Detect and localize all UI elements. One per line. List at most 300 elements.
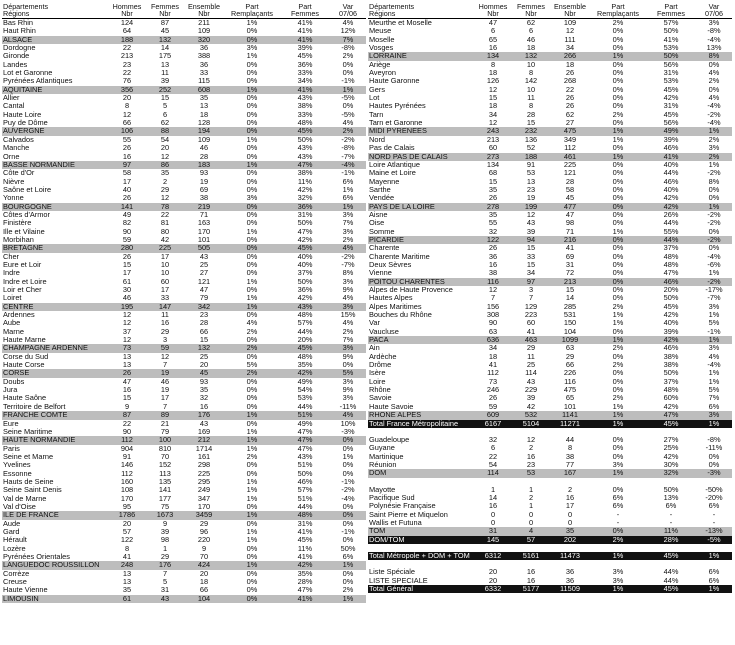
cell-part-remplacants: 3% [246, 44, 258, 53]
cell-name: Total Général [368, 585, 474, 593]
cell-part-remplacants: 0% [612, 286, 624, 294]
cell-variation: 0% [708, 452, 720, 461]
cell-hommes: 46 [122, 294, 132, 303]
cell-name: Eure [3, 419, 19, 428]
cell-ensemble: 15 [565, 286, 575, 294]
cell-variation: 1% [696, 203, 732, 211]
cell-variation: 1% [342, 185, 354, 194]
cell-hommes: 26 [488, 394, 498, 403]
cell-ensemble: 225 [197, 469, 211, 478]
cell-part-remplacants: 6% [612, 493, 624, 502]
cell-ensemble: 213 [550, 278, 590, 286]
cell-part-remplacants: 0% [246, 119, 258, 128]
department-row [2, 253, 366, 261]
cell-variation: 3% [708, 18, 720, 27]
cell-hommes: 0 [490, 518, 496, 527]
cell-femmes: 22 [160, 210, 170, 219]
cell-ensemble: 121 [197, 277, 211, 286]
cell-femmes: 11 [161, 311, 169, 320]
column-header-name [2, 2, 108, 19]
cell-hommes: 26 [122, 252, 132, 261]
cell-femmes: 223 [524, 311, 538, 320]
cell-name: Marne [3, 327, 24, 336]
cell-name: Sarthe [369, 185, 391, 194]
cell-name: RHONE ALPES [368, 411, 474, 419]
cell-part-femmes: 42% [297, 185, 313, 194]
cell-ensemble: 36 [199, 44, 209, 53]
cell-hommes: 108 [120, 486, 134, 495]
cell-femmes: 28 [526, 110, 536, 119]
cell-part-remplacants: 0% [612, 194, 624, 203]
cell-femmes: 199 [512, 203, 550, 211]
column-header-part-femmes [280, 2, 330, 19]
cell-hommes: 12 [122, 319, 132, 328]
cell-name: LORRAINE [368, 52, 474, 60]
cell-femmes: 33 [526, 252, 536, 261]
cell-ensemble: 18 [199, 578, 209, 587]
cell-variation: 0% [708, 244, 720, 253]
cell-ensemble: 268 [563, 77, 577, 86]
cell-femmes: 25 [526, 361, 536, 370]
cell-part-femmes: 48% [297, 119, 313, 128]
header-line: Nbr [159, 9, 171, 19]
cell-femmes: 16 [526, 568, 536, 577]
cell-hommes: 32 [488, 435, 498, 444]
cell-ensemble: 20 [199, 361, 209, 370]
cell-variation: 3% [696, 411, 732, 419]
department-row [368, 136, 732, 144]
cell-femmes: 10 [160, 260, 170, 269]
cell-part-remplacants: 3% [246, 194, 258, 203]
cell-part-remplacants: 1% [246, 135, 258, 144]
cell-hommes: 34 [488, 110, 498, 119]
cell-name: ALSACE [2, 36, 108, 44]
cell-ensemble: 128 [197, 119, 211, 128]
cell-part-femmes: 36% [297, 60, 313, 69]
cell-variation: -13% [696, 527, 732, 535]
cell-femmes: 7 [162, 361, 168, 370]
cell-femmes: 141 [158, 486, 172, 495]
cell-femmes: 39 [526, 394, 536, 403]
cell-part-remplacants: 1% [612, 311, 624, 320]
cell-name: DOM/TOM [368, 536, 474, 544]
cell-ensemble: 150 [563, 319, 577, 328]
cell-hommes: 47 [488, 18, 498, 27]
cell-variation: -8% [341, 144, 355, 153]
department-row [368, 386, 732, 394]
cell-part-femmes: 43% [297, 94, 313, 103]
cell-hommes: 170 [120, 494, 134, 503]
cell-hommes: 13 [122, 352, 132, 361]
spacer-row [368, 478, 732, 486]
cell-femmes: 60 [160, 277, 170, 286]
cell-part-remplacants: - [616, 510, 620, 519]
cell-femmes: 19 [146, 369, 184, 377]
cell-ensemble: 9 [201, 544, 207, 553]
cell-part-femmes: 49% [297, 377, 313, 386]
cell-ensemble: 22 [565, 85, 575, 94]
cell-hommes [474, 428, 512, 436]
cell-hommes: 82 [122, 219, 132, 228]
cell-ensemble: 69 [565, 252, 575, 261]
cell-part-femmes: 47% [663, 269, 679, 278]
cell-part-remplacants: 0% [246, 152, 258, 161]
cell-femmes: 132 [146, 36, 184, 44]
region-total-row [368, 336, 732, 344]
department-row [2, 119, 366, 127]
cell-ensemble: 170 [197, 502, 211, 511]
cell-hommes: 68 [488, 169, 498, 178]
cell-hommes: 59 [122, 235, 132, 244]
cell-variation: 1% [342, 452, 354, 461]
cell-femmes: 62 [526, 18, 536, 27]
cell-part-remplacants: 0% [612, 102, 624, 111]
region-total-row [2, 511, 366, 519]
cell-femmes: 1 [528, 485, 534, 494]
cell-part-remplacants: 0% [246, 286, 258, 294]
cell-femmes: 88 [146, 127, 184, 135]
cell-variation: 1% [330, 595, 366, 603]
cell-hommes: 9 [124, 402, 130, 411]
cell-ensemble: 505 [184, 244, 224, 252]
cell-part-remplacants: 4% [246, 319, 258, 328]
cell-name: Maine et Loire [369, 169, 416, 178]
cell-femmes: 9 [162, 519, 168, 528]
cell-variation: 1% [330, 561, 366, 569]
cell-hommes: 30 [122, 286, 132, 294]
cell-hommes: 20 [122, 519, 132, 528]
cell-part-femmes: 32% [297, 194, 313, 203]
cell-name: Tarn et Garonne [369, 119, 423, 128]
cell-hommes: 112 [108, 436, 146, 444]
cell-part-femmes: 45% [280, 244, 330, 252]
cell-variation: 6% [708, 402, 720, 411]
cell-ensemble: 28 [565, 177, 575, 186]
cell-variation: 10% [340, 419, 356, 428]
cell-variation: 3% [342, 377, 354, 386]
cell-name: Val d'Oise [3, 502, 36, 511]
department-row [368, 511, 732, 519]
cell-variation: 4% [342, 119, 354, 128]
cell-name: Nièvre [3, 177, 25, 186]
cell-femmes: 252 [146, 86, 184, 94]
cell-part-remplacants: 0% [246, 352, 258, 361]
department-row [2, 386, 366, 394]
cell-name: PAYS DE LA LOIRE [368, 203, 474, 211]
cell-hommes: 278 [474, 203, 512, 211]
cell-ensemble: 20 [199, 569, 209, 578]
cell-part-remplacants: 0% [246, 144, 258, 153]
cell-part-remplacants: 0% [612, 219, 624, 228]
cell-name: Doubs [3, 377, 25, 386]
cell-name: Paris [3, 444, 20, 453]
cell-name: Pyrénées Atlantiques [3, 77, 73, 86]
cell-name: Val de Marne [3, 494, 47, 503]
column-header-hommes [108, 2, 146, 19]
cell-ensemble: 69 [199, 185, 209, 194]
cell-ensemble: 25 [199, 260, 209, 269]
cell-name: Bouches du Rhône [369, 311, 432, 320]
cell-part-femmes: 53% [663, 77, 679, 86]
cell-part-femmes: 20% [297, 336, 313, 345]
cell-part-femmes: 27% [663, 435, 679, 444]
cell-ensemble: 29 [199, 519, 209, 528]
cell-femmes: 80 [160, 227, 170, 236]
region-total-row [368, 527, 732, 535]
region-total-row [368, 278, 732, 286]
region-total-row [2, 86, 366, 94]
cell-part-femmes: 47% [297, 427, 313, 436]
cell-name: Guadeloupe [369, 435, 410, 444]
department-row [368, 436, 732, 444]
cell-hommes: 47 [122, 377, 132, 386]
department-row [2, 236, 366, 244]
region-total-row [2, 595, 366, 603]
cell-femmes: 5 [162, 578, 168, 587]
cell-ensemble: 475 [563, 386, 577, 395]
department-row [368, 219, 732, 227]
cell-part-femmes: 41% [280, 595, 330, 603]
cell-femmes: 70 [160, 452, 170, 461]
cell-name: Martinique [369, 452, 404, 461]
cell-hommes: 15 [122, 394, 132, 403]
grand-total-row [368, 536, 732, 544]
cell-name [368, 544, 474, 552]
cell-name: Haute Saône [3, 394, 47, 403]
header-line: Femmes [151, 1, 179, 11]
cell-part-remplacants: 0% [246, 102, 258, 111]
cell-part-femmes: 50% [297, 277, 313, 286]
cell-part-remplacants: 0% [590, 236, 646, 244]
cell-part-femmes: 36% [297, 286, 313, 294]
cell-ensemble: 13 [199, 102, 209, 111]
cell-ensemble: 26 [565, 69, 575, 78]
cell-part-remplacants: 0% [612, 119, 624, 128]
department-row [2, 586, 366, 594]
cell-variation: 0% [342, 102, 354, 111]
cell-femmes: 13 [526, 177, 536, 186]
cell-variation: -3% [696, 469, 732, 477]
cell-femmes: 176 [146, 561, 184, 569]
cell-name: Indre et Loire [3, 277, 47, 286]
cell-part-remplacants: 1% [590, 153, 646, 161]
cell-part-remplacants: 0% [246, 586, 258, 595]
cell-hommes: 38 [488, 269, 498, 278]
header-line: Ensemble [554, 1, 586, 11]
cell-name: Jura [3, 386, 18, 395]
cell-part-remplacants: 1% [224, 436, 280, 444]
cell-part-remplacants: 1% [590, 420, 646, 428]
cell-part-femmes: 42% [663, 311, 679, 320]
cell-variation [696, 560, 732, 568]
cell-name: Haut Rhin [3, 27, 36, 36]
cell-part-remplacants: 0% [246, 169, 258, 178]
department-row [2, 219, 366, 227]
cell-variation: 50% [340, 544, 356, 553]
cell-ensemble: 109 [197, 27, 211, 36]
cell-variation: 7% [342, 336, 354, 345]
cell-name: Rhône [369, 386, 391, 395]
cell-hommes: 146 [120, 461, 134, 470]
cell-variation: 0% [342, 569, 354, 578]
cell-variation: -1% [341, 527, 355, 536]
cell-name: Gers [369, 85, 386, 94]
cell-part-femmes: - [669, 518, 673, 527]
department-row [2, 336, 366, 344]
department-row [368, 577, 732, 585]
department-row [2, 278, 366, 286]
cell-ensemble: 1714 [195, 444, 213, 453]
department-row [368, 502, 732, 510]
region-total-row [368, 411, 732, 419]
cell-ensemble [550, 428, 590, 436]
department-row [2, 27, 366, 35]
cell-variation: 6% [342, 177, 354, 186]
cell-part-femmes: 41% [297, 527, 313, 536]
cell-ensemble: 194 [184, 127, 224, 135]
cell-part-femmes: 48% [663, 386, 679, 395]
cell-name: POITOU CHARENTES [368, 278, 474, 286]
cell-femmes: 12 [526, 435, 536, 444]
cell-part-remplacants: 0% [612, 369, 624, 378]
cell-femmes: 8 [528, 69, 534, 78]
column-header-ensemble [184, 2, 224, 19]
cell-ensemble: 23 [199, 311, 209, 320]
cell-part-remplacants: 0% [246, 336, 258, 345]
cell-part-remplacants: 2% [612, 302, 624, 311]
column-header-variation [696, 2, 732, 19]
header-line: 07/06 [339, 9, 357, 19]
cell-femmes: 42 [526, 402, 536, 411]
cell-variation: 9% [342, 352, 354, 361]
department-row [368, 36, 732, 44]
cell-hommes: 112 [121, 469, 133, 478]
cell-femmes: 10 [526, 85, 536, 94]
cell-femmes: 39 [526, 227, 536, 236]
cell-hommes: 26 [108, 369, 146, 377]
header-line: Remplaçants [231, 9, 273, 19]
cell-variation: -2% [707, 110, 721, 119]
cell-hommes: 12 [122, 110, 132, 119]
cell-hommes: 17 [122, 177, 132, 186]
cell-hommes: 116 [474, 278, 512, 286]
cell-part-femmes: 60% [663, 394, 679, 403]
cell-femmes: 29 [526, 344, 536, 353]
cell-part-femmes: 50% [663, 485, 679, 494]
cell-part-femmes: 39% [663, 135, 679, 144]
cell-femmes: 17 [160, 286, 170, 294]
cell-ensemble: 212 [184, 436, 224, 444]
cell-part-remplacants: 2% [612, 361, 624, 370]
cell-femmes: 810 [158, 444, 172, 453]
cell-variation: 0% [342, 69, 354, 78]
cell-name: DOM [368, 469, 474, 477]
header-line: Femmes [517, 1, 545, 11]
cell-femmes: 7 [162, 569, 168, 578]
cell-ensemble: 36 [199, 60, 209, 69]
cell-part-femmes: 47% [297, 586, 313, 595]
department-row [368, 353, 732, 361]
cell-ensemble: 3459 [184, 511, 224, 519]
cell-part-femmes: 56% [663, 119, 679, 128]
department-row [2, 178, 366, 186]
cell-name: Total France Métropolitaine [368, 420, 474, 428]
cell-name: Cantal [3, 102, 25, 111]
cell-part-remplacants: 1% [612, 227, 624, 236]
cell-hommes: 73 [488, 377, 498, 386]
cell-hommes: 112 [487, 369, 499, 378]
cell-name: Oise [369, 219, 385, 228]
cell-part-remplacants: 3% [612, 568, 624, 577]
cell-ensemble: 388 [197, 52, 211, 61]
cell-name: Vaucluse [369, 327, 399, 336]
cell-ensemble: 27 [199, 269, 209, 278]
cell-ensemble: 112 [564, 144, 576, 153]
cell-femmes: 94 [512, 236, 550, 244]
cell-femmes: 31 [160, 586, 170, 595]
cell-name: Tarn [369, 110, 384, 119]
cell-femmes: 29 [160, 327, 170, 336]
cell-ensemble: 47 [565, 210, 575, 219]
cell-ensemble: 111 [564, 35, 576, 44]
cell-hommes: 26 [488, 244, 498, 253]
cell-femmes: 5161 [512, 552, 550, 560]
cell-variation: 0% [708, 227, 720, 236]
cell-part-femmes: 44% [663, 576, 679, 585]
cell-femmes: 13 [160, 60, 170, 69]
header-line: Nbr [198, 9, 210, 19]
department-row [368, 344, 732, 352]
cell-femmes: 8 [528, 102, 534, 111]
cell-part-remplacants: 1% [612, 135, 624, 144]
cell-variation: 5% [708, 386, 720, 395]
cell-part-remplacants: 0% [246, 519, 258, 528]
cell-part-remplacants: 0% [246, 569, 258, 578]
cell-name: Gard [3, 527, 20, 536]
cell-part-femmes: 44% [663, 568, 679, 577]
cell-variation: -50% [705, 485, 723, 494]
cell-part-remplacants: 0% [246, 377, 258, 386]
cell-hommes: 6 [490, 444, 496, 453]
cell-variation: 4% [342, 294, 354, 303]
department-row [368, 169, 732, 177]
cell-femmes: 229 [524, 386, 538, 395]
department-row [2, 495, 366, 503]
cell-part-femmes: 31% [297, 519, 313, 528]
department-row [368, 444, 732, 452]
cell-femmes: 53 [512, 469, 550, 477]
cell-part-femmes: 31% [663, 102, 679, 111]
cell-ensemble: 295 [197, 477, 211, 486]
department-row [2, 19, 366, 28]
cell-hommes: 22 [488, 452, 498, 461]
cell-hommes: 13 [122, 361, 132, 370]
header-line: Hommes [112, 1, 142, 11]
cell-part-remplacants: 0% [246, 311, 258, 320]
cell-hommes: 49 [122, 210, 132, 219]
department-row [368, 494, 732, 502]
cell-variation: 0% [342, 519, 354, 528]
cell-variation: 4% [330, 244, 366, 252]
cell-variation: 1% [696, 552, 732, 560]
cell-hommes: 22 [122, 419, 132, 428]
cell-ensemble: 202 [550, 536, 590, 544]
cell-hommes: 40 [122, 185, 132, 194]
cell-variation: -4% [707, 252, 721, 261]
cell-hommes: 18 [488, 352, 498, 361]
header-row [368, 2, 732, 19]
cell-name: Saône et Loire [3, 185, 52, 194]
